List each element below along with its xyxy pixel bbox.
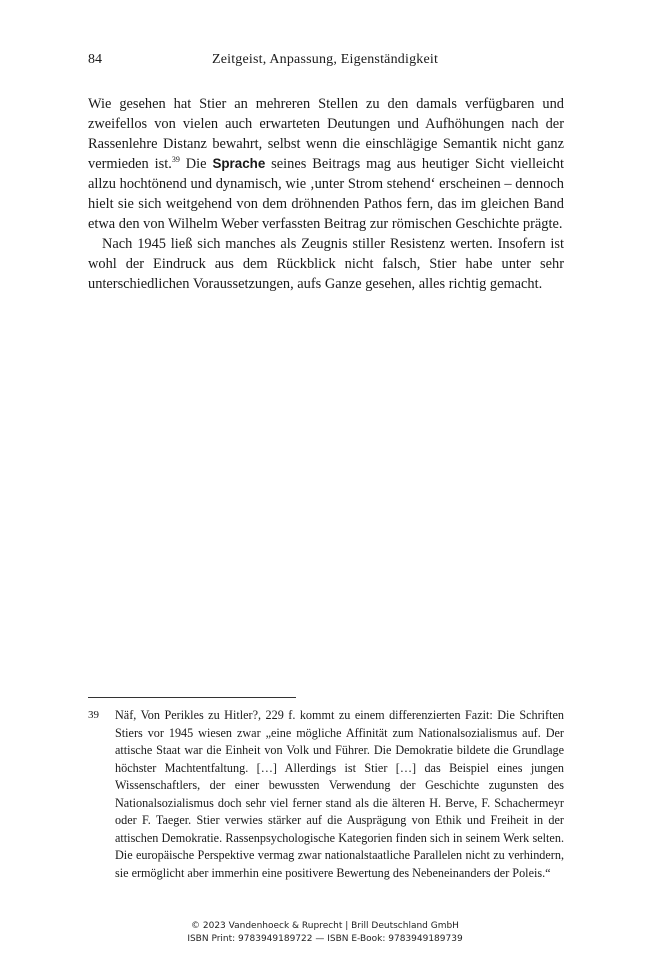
- page-number: 84: [88, 52, 102, 67]
- running-head: Zeitgeist, Anpassung, Eigenständigkeit: [211, 52, 439, 67]
- footnote-text: Näf, Von Perikles zu Hitler?, 229 f. kommt zu einem differenzierten Fazit: Die Schriften Stiers vor 1945 wiesen zwar „eine mögliche Affinität zum Nationalsozialismus auf. Der attische Staat war die Einheit von Volk und Führer. Die Demokratie bildete die Grundlage höchster Machtentfaltung. […] Allerdings ist Stier […] das Beispiel eines jungen Wissenschaftlers, der einer bewussten Verwendung der Geschichte zugunsten des Nationalsozialismus doch sehr viel ferner stand als die älteren H. Berve, F. Schachermeyr oder F. Taeger. Stier verwies stärker auf die Ausprägung von Ethik und Freiheit in der attischen Demokratie. Rassenpsychologische Kategorien finden sich in seinem Werk selten. Die europäische Perspektive vermag zwar nationalstaatliche Parallelen nicht zu verhindern, sie ermöglicht aber immerhin eine positivere Bewertung des Nebeneinanders der Poleis.“: [115, 708, 564, 880]
- copyright-line: © 2023 Vandenhoeck & Ruprecht | Brill Deutschland GmbH: [191, 921, 459, 931]
- bold-term: Sprache: [212, 156, 266, 171]
- footnote: [88, 707, 564, 882]
- imprint: [0, 920, 650, 946]
- main-text: [88, 94, 564, 294]
- footnote-number: 39: [88, 709, 99, 721]
- footnote-separator: [88, 697, 296, 698]
- footnote-reference[interactable]: 39: [171, 155, 180, 165]
- paragraph-1: [88, 94, 564, 234]
- paragraph-1-lead: Die: [185, 156, 213, 172]
- paragraph-1-rest: seines Beitrags mag aus heutiger Sicht vielleicht allzu hochtönend und dynamisch, wie ‚unter Strom stehend‘ erscheinen – dennoch hielt sie sich weitgehend von dem dröhnenden Pathos fern, das im gleichen Band etwa den von Wilhelm Weber verfassten Beitrag zur römischen Geschichte prägte.: [88, 156, 564, 232]
- paragraph-1-text: Wie gesehen hat Stier an mehreren Stellen zu den damals verfügbaren und zweifellos von vielen auch erwarteten Deutungen und Aufhöhungen nach der Rassenlehre Distanz bewahrt, selbst wenn die einschlägige Semantik nicht ganz vermieden ist.: [88, 96, 564, 172]
- paragraph-2: Nach 1945 ließ sich manches als Zeugnis stiller Resistenz werten. Insofern ist wohl der Eindruck aus dem Rückblick nicht falsch, Stier habe unter sehr unterschiedlichen Voraussetzungen, aufs Ganze gesehen, alles richtig gemacht.: [88, 236, 564, 292]
- isbn-line: ISBN Print: 9783949189722 — ISBN E-Book: 9783949189739: [187, 934, 463, 944]
